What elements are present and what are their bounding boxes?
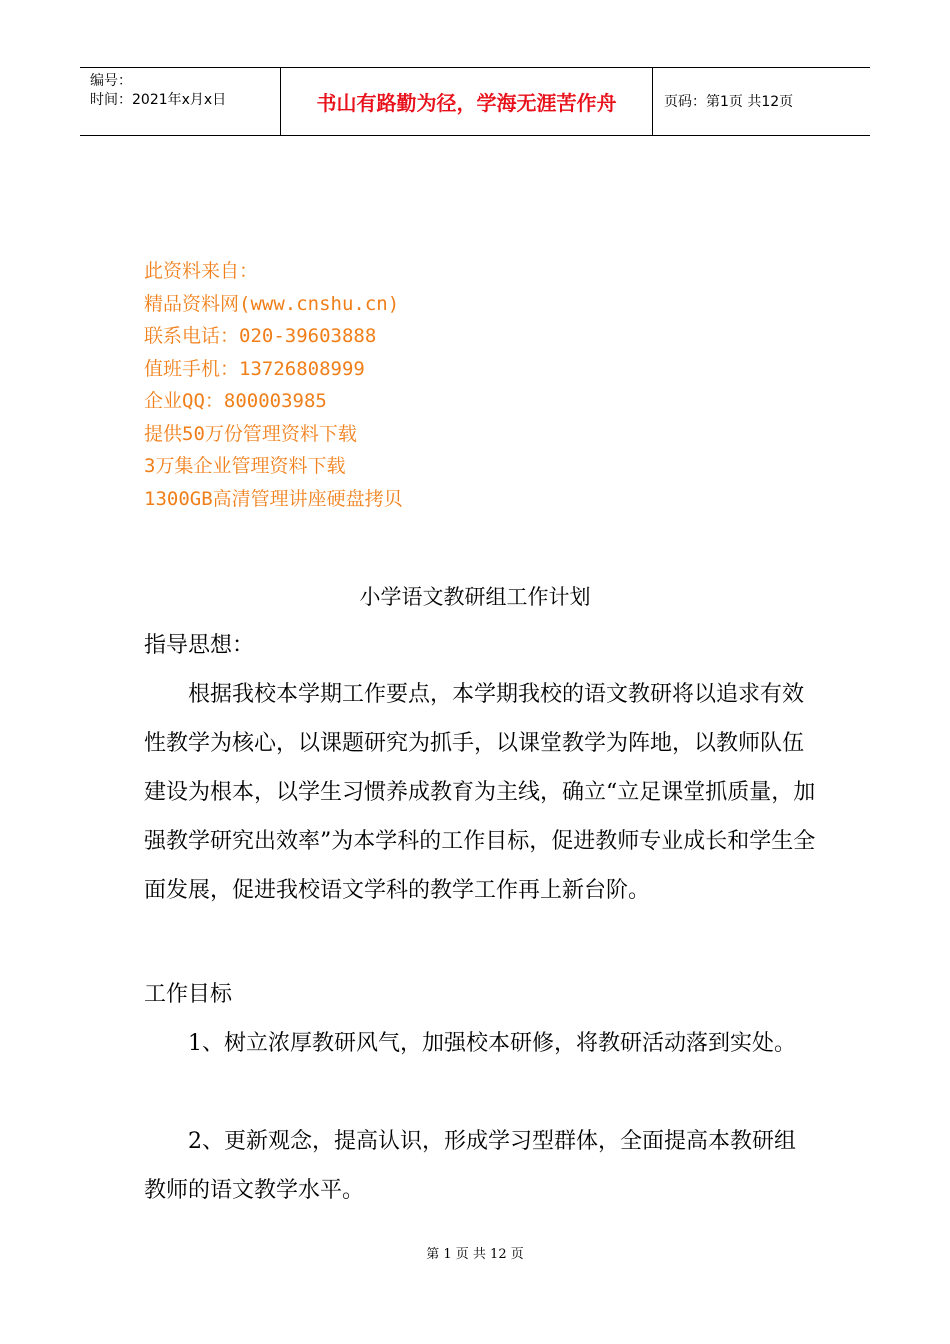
page-footer: 第 1 页 共 12 页 bbox=[426, 1247, 524, 1262]
advert-line: 提供50万份管理资料下载 bbox=[144, 422, 357, 445]
advert-line: 3万集企业管理资料下载 bbox=[144, 455, 346, 477]
header-page-label: 页码：第1页 共12页 bbox=[664, 94, 794, 110]
heading-work-goals: 工作目标 bbox=[144, 982, 233, 1007]
heading-guiding-thought: 指导思想： bbox=[144, 633, 255, 658]
goal-item-2: 2、更新观念，提高认识，形成学习型群体，全面提高本教研组教师的语文教学水平。 bbox=[144, 1129, 796, 1203]
header-page-cell bbox=[653, 68, 870, 135]
advert-line: 1300GB高清管理讲座硬盘拷贝 bbox=[144, 487, 403, 510]
document-number-label: 编号： bbox=[90, 73, 132, 89]
advert-line: 值班手机：13726808999 bbox=[144, 357, 365, 380]
header-info-cell bbox=[80, 68, 281, 135]
document-header-table bbox=[80, 67, 870, 136]
advert-line: 精品资料网(www.cnshu.cn) bbox=[144, 292, 400, 315]
advert-line: 企业QQ：800003985 bbox=[144, 390, 327, 412]
document-title: 小学语文教研组工作计划 bbox=[359, 585, 591, 609]
header-motto: 书山有路勤为径，学海无涯苦作舟 bbox=[316, 91, 617, 115]
advert-line: 此资料来自： bbox=[144, 260, 259, 282]
advert-line: 联系电话：020-39603888 bbox=[144, 325, 377, 347]
goal-item-1: 1、树立浓厚教研风气，加强校本研修，将教研活动落到实处。 bbox=[188, 1031, 796, 1056]
header-motto-cell bbox=[281, 68, 653, 135]
document-time-label: 时间：2021年x月x日 bbox=[90, 92, 227, 108]
guiding-paragraph: 根据我校本学期工作要点，本学期我校的语文教研将以追求有效性教学为核心，以课题研究为抓手，以课堂教学为阵地，以教师队伍建设为根本，以学生习惯养成教育为主线，确立“立足课堂抓质量，加强教学研究出效率”为本学科的工作目标，促进教师专业成长和学生全面发展，促进我校语文学科的教学工作再上新台阶。 bbox=[144, 682, 816, 903]
advert-block bbox=[144, 255, 403, 515]
